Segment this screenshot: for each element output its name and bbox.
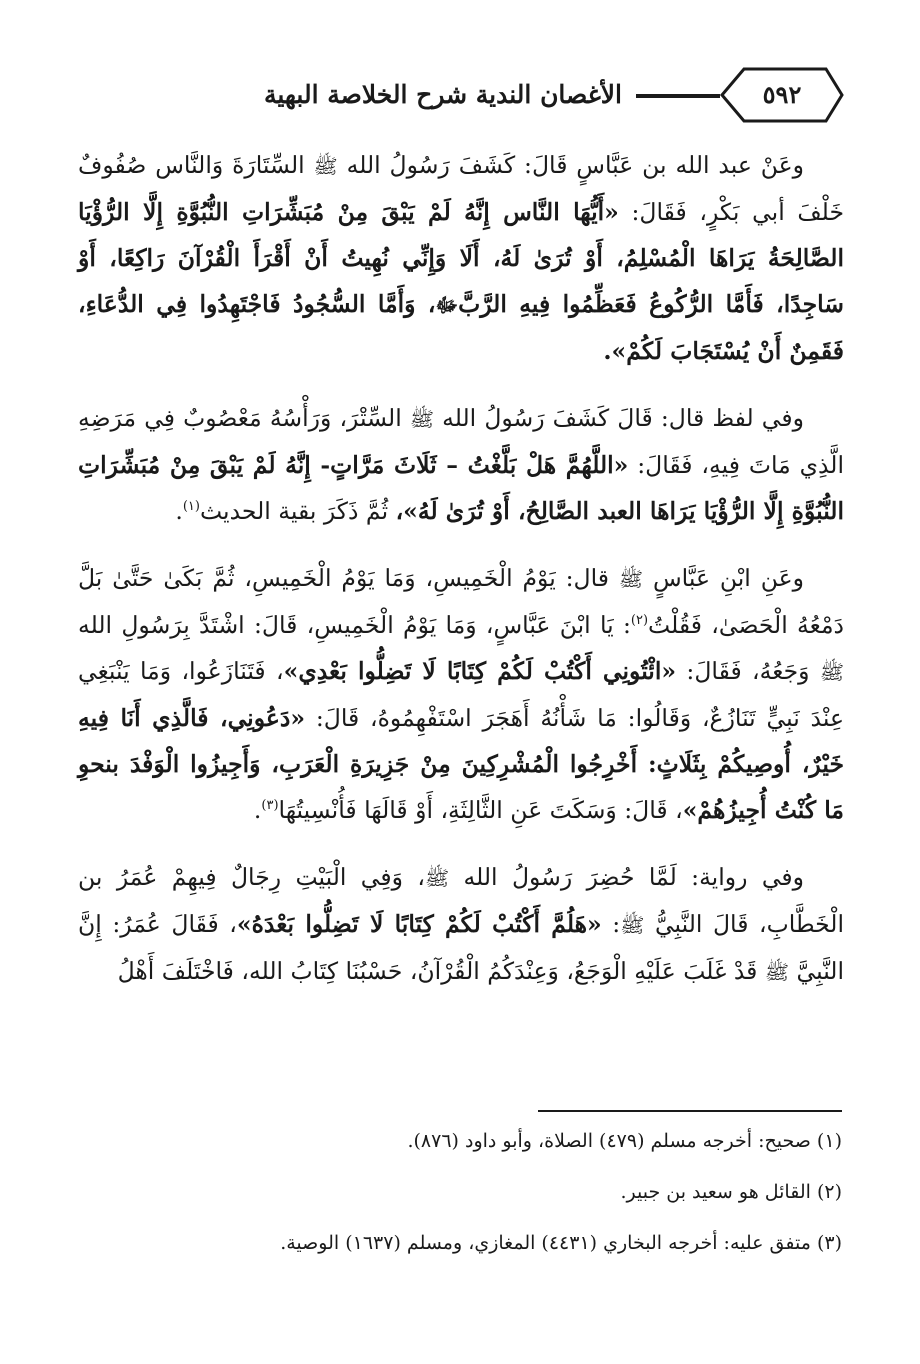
text-run: السِّتَارَةَ وَالنَّاس صُفُوفٌ خَلْفَ أبي بَكْرٍ، فَقَالَ: <box>78 151 844 226</box>
hadith-quote: «هَلُمَّ أَكْتُبْ لَكُمْ كِتَابًا لَا تَضِلُّوا بَعْدَهُ» <box>236 910 602 938</box>
salawat-glyph: ﷺ <box>618 567 644 591</box>
footnote-separator <box>538 1110 842 1112</box>
text-run: ، فَتَنَازَعُوا، وَمَا يَنْبَغِي عِنْدَ نَبِيٍّ تَنَازُعٌ، وَقَالُوا: مَا شَأْنُهُ أَهَجَرَ اسْتَفْهِمُوهُ، قَالَ: <box>78 657 844 732</box>
salawat-glyph: ﷺ <box>764 960 790 984</box>
text-run: قَدْ غَلَبَ عَلَيْهِ الْوَجَعُ، وَعِنْدَكُمُ الْقُرْآنُ، حَسْبُنَا كِتَابُ الله، فَاخْتَلَفَ أَهْلُ <box>117 957 758 985</box>
salawat-glyph: ﷺ <box>620 913 645 937</box>
paragraph-3 <box>78 555 844 833</box>
salawat-glyph: ﷻ <box>435 293 459 317</box>
text-run: ، فَقَالَ عُمَرُ: إِنَّ النَّبِيَّ <box>78 910 844 985</box>
paragraph-4 <box>78 854 844 995</box>
text-run: : <box>612 910 621 938</box>
footnote-marker: (٢) <box>630 613 649 629</box>
header-rule <box>636 94 720 98</box>
text-run: السِّتْرَ، وَرَأْسُهُ مَعْصُوبٌ فِي مَرَضِهِ الَّذِي مَاتَ فِيهِ، فَقَالَ: <box>78 404 844 479</box>
text-run: وَجَعُهُ، فَقَالَ: <box>686 657 810 685</box>
text-run: وفي لفظ قال: قَالَ كَشَفَ رَسُولُ الله <box>442 404 804 432</box>
footnote-2: (٢) القائل هو سعيد بن جبير. <box>620 1181 842 1203</box>
hadith-quote: «ائْتُونِي أَكْتُبْ لَكُمْ كِتَابًا لَا تَضِلُّوا بَعْدِي» <box>283 657 677 685</box>
text-run: ثُمَّ ذَكَرَ بقية الحديث <box>199 497 389 525</box>
page-header <box>94 66 844 124</box>
paragraph-2 <box>78 395 844 534</box>
hadith-quote: «دَعُونِي، فَالَّذِي أَنَا فِيهِ خَيْرٌ، أُوصِيكُمْ بِثَلَاثٍ: أَخْرِجُوا الْمُشْرِكِينَ مِنْ جَزِيرَةِ الْعَرَبِ، وَأَجِيزُوا الْوَفْدَ بنحوِ مَا كُنْتُ أُجِيزُهُمْ» <box>78 704 844 824</box>
page-number: ٥٩٢ <box>762 80 802 109</box>
footnote-marker: (١) <box>182 499 200 515</box>
footnote-3: (٣) متفق عليه: أخرجه البخاري (٤٤٣١) المغازي، ومسلم (١٦٣٧) الوصية. <box>280 1232 842 1254</box>
salawat-glyph: ﷺ <box>819 660 844 684</box>
text-run: وعَنْ عبد الله بن عَبَّاسٍ قَالَ: كَشَفَ رَسُولُ الله <box>346 151 804 179</box>
text-run: . <box>175 497 183 525</box>
salawat-glyph: ﷺ <box>424 866 450 890</box>
text-run: وعَنِ ابْنِ عَبَّاسٍ <box>653 564 804 592</box>
text-run: وفي رواية: لَمَّا حُضِرَ رَسُولُ الله <box>463 863 804 891</box>
main-text <box>78 142 844 1016</box>
text-run: ، قَالَ: وَسَكَتَ عَنِ الثَّالِثَةِ، أَوْ قَالَهَا فَأُنْسِيتُهَا <box>278 796 683 824</box>
salawat-glyph: ﷺ <box>409 407 435 431</box>
text-run: ، وَفِي الْبَيْتِ رِجَالٌ فِيهِمْ عُمَرُ بن الْخَطَّابِ، قَالَ النَّبِيُّ <box>78 863 844 938</box>
footnotes <box>76 1128 842 1281</box>
text-run: قال: يَوْمُ الْخَمِيسِ، وَمَا يَوْمُ الْخَمِيسِ، ثُمَّ بَكَىٰ حَتَّىٰ بَلَّ دَمْعُهُ الْحَصَىٰ، فَقُلْتُ <box>78 564 844 639</box>
footnote-marker: (٣) <box>261 798 279 814</box>
salawat-glyph: ﷺ <box>313 154 338 178</box>
hadith-quote: «اللَّهُمَّ هَلْ بَلَّغْتُ – ثَلَاثَ مَرَّاتٍ- إِنَّهُ لَمْ يَبْقَ مِنْ مُبَشِّرَاتِ النُّبُوَّةِ إِلَّا الرُّؤْيَا يَرَاهَا العبد الصَّالِحُ، أَوْ تُرَىٰ لَهُ»، <box>78 451 844 525</box>
hadith-quote: «أَيُّهَا النَّاس إِنَّهُ لَمْ يَبْقَ مِنْ مُبَشِّرَاتِ النُّبُوَّةِ إِلَّا الرُّؤْيَا الصَّالِحَةُ يَرَاهَا الْمُسْلِمُ، أَوْ تُرَىٰ لَهُ، أَلَا وَإِنِّي نُهِيتُ أَنْ أَقْرَأَ الْقُرْآنَ رَاكِعًا، أَوْ سَاجِدًا، فَأَمَّا الرُّكُوعُ فَعَظِّمُوا فِيهِ الرَّبَّ <box>78 198 844 318</box>
paragraph-1 <box>78 142 844 374</box>
text-run: . <box>253 796 262 824</box>
hadith-quote: ، وَأَمَّا السُّجُودُ فَاجْتَهِدُوا فِي الدُّعَاءِ، فَقَمِنٌ أَنْ يُسْتَجَابَ لَكُمْ». <box>78 290 844 365</box>
page-number-badge <box>720 66 844 124</box>
footnote-1: (١) صحيح: أخرجه مسلم (٤٧٩) الصلاة، وأبو داود (٨٧٦). <box>407 1130 842 1152</box>
book-title: الأغصان الندية شرح الخلاصة البهية <box>263 80 622 109</box>
text-run: : يَا ابْنَ عَبَّاسٍ، وَمَا يَوْمُ الْخَمِيسِ، قَالَ: اشْتَدَّ بِرَسُولِ الله <box>78 611 631 639</box>
